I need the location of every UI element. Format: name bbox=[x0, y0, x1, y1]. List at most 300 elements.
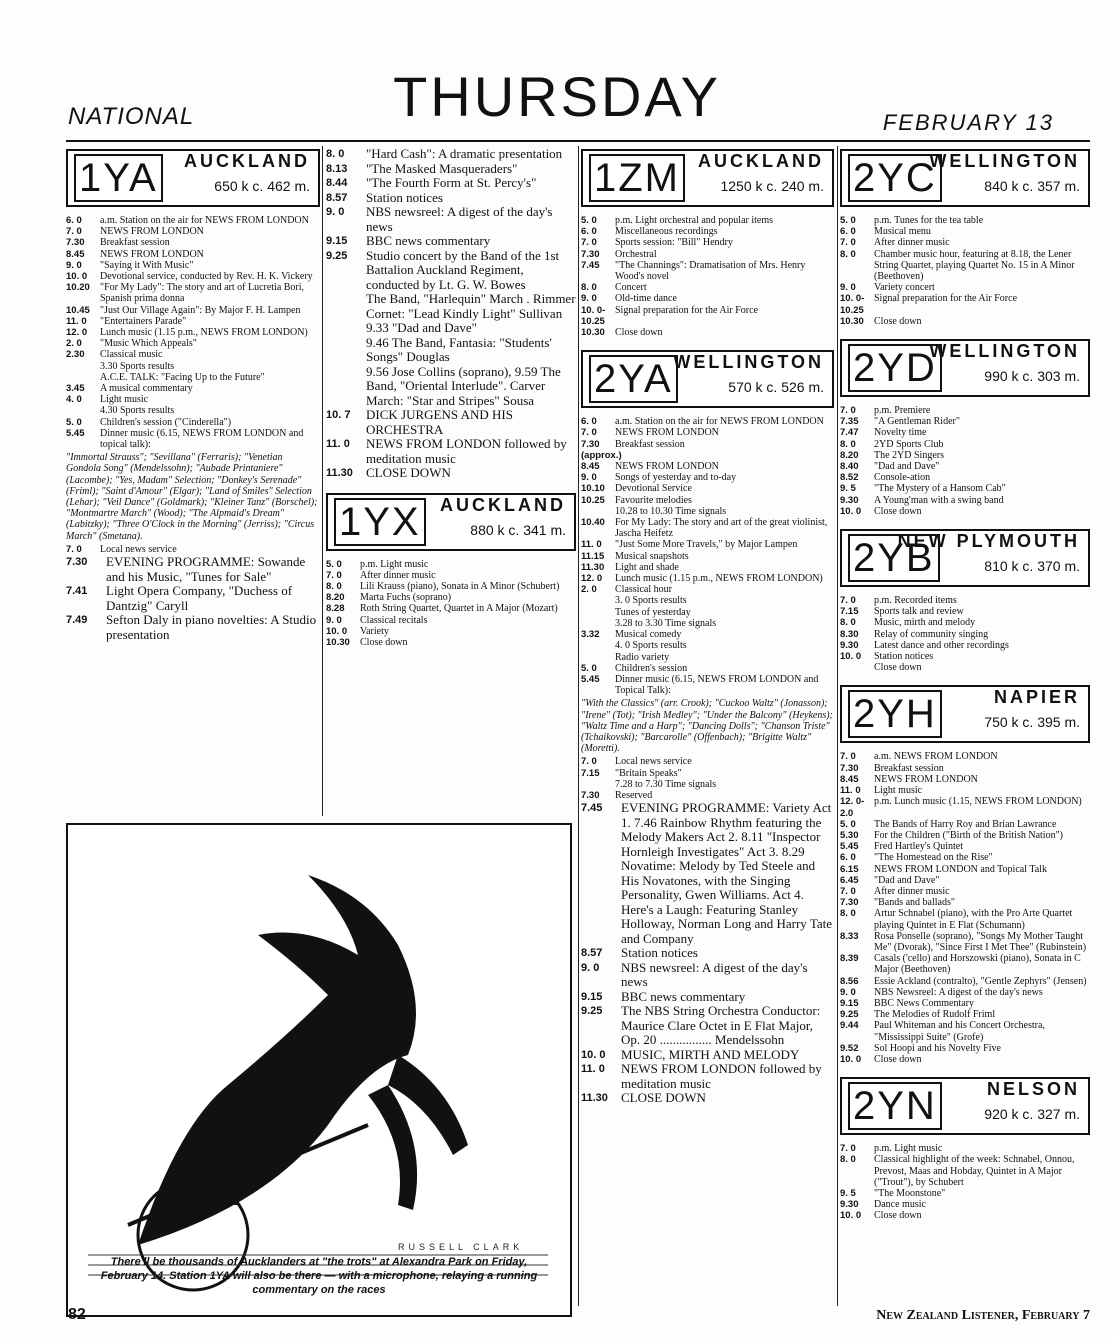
list-item bbox=[581, 461, 834, 472]
program-time: 7.35 bbox=[840, 416, 859, 428]
list-item bbox=[581, 607, 834, 618]
program-time: 8.33 bbox=[840, 930, 859, 942]
program-title: 4. 0 Sports results bbox=[615, 640, 687, 652]
program-title: After dinner music bbox=[874, 237, 950, 249]
divider bbox=[578, 146, 579, 1306]
program-time bbox=[326, 336, 366, 365]
divider bbox=[837, 146, 838, 1306]
program-time: 10. 0 bbox=[66, 271, 88, 283]
program-title: NEWS FROM LONDON bbox=[100, 248, 204, 260]
program-time: 10. 0 bbox=[840, 651, 862, 663]
program-title: Light music bbox=[874, 785, 923, 797]
program-title: After dinner music bbox=[874, 885, 950, 897]
list-item bbox=[581, 674, 834, 696]
program-time: 6. 0 bbox=[581, 416, 597, 428]
list-item bbox=[840, 852, 1090, 863]
list-item bbox=[840, 841, 1090, 852]
program-time: 9. 0 bbox=[326, 206, 345, 218]
program-time: 7. 0 bbox=[581, 756, 597, 768]
program-title: Light music bbox=[100, 394, 149, 406]
program-title: Chamber music hour, featuring at 8.18, the Lener String Quartet, playing Quartet No. 15 in A Minor (Beethoven) bbox=[874, 248, 1075, 283]
list-item bbox=[840, 864, 1090, 875]
program-time: 8. 0 bbox=[326, 148, 345, 160]
list-item bbox=[840, 819, 1090, 830]
station-banner-2yb bbox=[840, 529, 1090, 587]
station-banner-1yx bbox=[326, 493, 576, 551]
program-title: Radio variety bbox=[615, 651, 670, 663]
program-time: 9.30 bbox=[840, 1199, 859, 1211]
program-time: 7.30 bbox=[581, 248, 600, 260]
program-title: 9.33 "Dad and Dave" bbox=[366, 320, 477, 335]
program-list bbox=[66, 544, 320, 642]
program-title: Station notices bbox=[621, 945, 698, 961]
program-time: 10. 0 bbox=[326, 625, 348, 637]
program-time: 7. 0 bbox=[840, 751, 856, 763]
list-item bbox=[840, 1154, 1090, 1188]
program-title: 4.30 Sports results bbox=[100, 405, 175, 417]
station-frequency: 990 k c. 303 m. bbox=[984, 368, 1080, 385]
program-time: 8. 0 bbox=[326, 580, 342, 592]
list-item bbox=[581, 416, 834, 427]
program-title: NBS newsreel: A digest of the day's news bbox=[366, 204, 553, 234]
station-frequency: 750 k c. 395 m. bbox=[984, 714, 1080, 731]
program-title: Classical music bbox=[100, 349, 163, 361]
program-time: 11. 0 bbox=[581, 1063, 605, 1076]
program-time: 7. 0 bbox=[66, 226, 82, 238]
program-time: 8.20 bbox=[326, 592, 345, 604]
program-time: 7.30 bbox=[66, 556, 88, 569]
list-item bbox=[326, 592, 576, 603]
program-list bbox=[66, 215, 320, 450]
program-list bbox=[326, 559, 576, 649]
program-title: "The Moonstone" bbox=[874, 1187, 946, 1199]
program-title: p.m. Premiere bbox=[874, 405, 931, 417]
program-title: Close down bbox=[874, 505, 922, 517]
station-frequency: 880 k c. 341 m. bbox=[470, 521, 566, 538]
program-time: 7. 0 bbox=[326, 569, 342, 581]
program-time bbox=[581, 506, 615, 517]
program-title: Studio concert by the Band of the 1st Battalion Auckland Regiment, conducted by Lt. G. W. Bowes bbox=[366, 247, 560, 292]
program-title: a.m. Station on the air for NEWS FROM LONDON bbox=[100, 215, 309, 226]
list-item bbox=[840, 1020, 1090, 1042]
list-item bbox=[66, 327, 320, 338]
program-title: EVENING PROGRAMME: Sowande and his Music, "Tunes for Sale" bbox=[106, 554, 306, 584]
program-time bbox=[581, 640, 615, 651]
program-title: p.m. Light orchestral and popular items bbox=[615, 215, 774, 226]
list-item bbox=[840, 1143, 1090, 1154]
list-item bbox=[840, 629, 1090, 640]
program-time bbox=[840, 662, 874, 673]
program-time: 8. 0 bbox=[840, 248, 856, 260]
program-title: NBS Newsreel: A digest of the day's news bbox=[874, 986, 1043, 998]
program-time: 10.20 bbox=[66, 282, 90, 294]
program-title: CLOSE DOWN bbox=[621, 1090, 706, 1106]
list-item bbox=[326, 162, 576, 177]
program-title: Sefton Daly in piano novelties: A Studio presentation bbox=[106, 612, 317, 642]
list-item bbox=[581, 472, 834, 483]
program-time: 9. 0 bbox=[840, 986, 856, 998]
list-item bbox=[326, 559, 576, 570]
list-item bbox=[581, 801, 834, 946]
station-name: WELLINGTON bbox=[929, 151, 1080, 171]
program-time: 7. 0 bbox=[66, 543, 82, 555]
list-item bbox=[581, 640, 834, 651]
program-title: Breakfast session bbox=[874, 762, 944, 774]
program-time: 7.15 bbox=[840, 606, 859, 618]
program-title: Lunch music (1.15 p.m., NEWS FROM LONDON) bbox=[615, 573, 823, 585]
program-time: 12. 0-2.0 bbox=[840, 796, 865, 819]
list-item bbox=[326, 437, 576, 466]
program-title: Close down bbox=[874, 1053, 922, 1065]
program-title: Classical highlight of the week: Schnabel, Onnou, Prevost, Maas and Hobday, Quintet in A Major ("Trout"), by Schubert bbox=[874, 1154, 1075, 1188]
station-callsign: 2YA bbox=[589, 355, 678, 403]
list-item bbox=[840, 875, 1090, 886]
program-title: p.m. Recorded items bbox=[874, 595, 957, 607]
list-item bbox=[66, 237, 320, 248]
program-time: 6.45 bbox=[840, 874, 859, 886]
program-time: 8.45 bbox=[581, 461, 600, 473]
program-title: The Bands of Harry Roy and Brian Lawrance bbox=[874, 818, 1057, 830]
list-item bbox=[66, 282, 320, 304]
program-time: 9.30 bbox=[840, 494, 859, 506]
program-title: BBC news commentary bbox=[621, 988, 746, 1004]
list-item bbox=[581, 629, 834, 640]
program-title: Close down bbox=[360, 636, 408, 648]
program-title: Devotional service, conducted by Rev. H. K. Vickery bbox=[100, 271, 313, 283]
program-time: 12. 0 bbox=[66, 327, 88, 339]
list-item bbox=[840, 237, 1090, 248]
program-title: NEWS FROM LONDON bbox=[615, 427, 719, 439]
station-frequency: 1250 k c. 240 m. bbox=[720, 178, 824, 194]
program-title: Concert bbox=[615, 282, 647, 294]
program-title: Sports talk and review bbox=[874, 606, 964, 618]
illustration-caption: There'll be thousands of Aucklanders at "the trots" at Alexandra Park on Friday, February 14. Station 1YA will also be there — with a microphone, relaying a running commentary on the races bbox=[100, 1256, 538, 1296]
program-title: 2YD Sports Club bbox=[874, 438, 944, 450]
station-name: AUCKLAND bbox=[184, 151, 310, 171]
program-title: Lunch music (1.15 p.m., NEWS FROM LONDON) bbox=[100, 327, 308, 339]
program-title: NBS newsreel: A digest of the day's news bbox=[621, 959, 808, 990]
program-time: (approx.) bbox=[581, 449, 622, 461]
list-item bbox=[581, 1062, 834, 1091]
program-title: Relay of community singing bbox=[874, 628, 989, 640]
list-item bbox=[840, 651, 1090, 662]
program-time: 8. 0 bbox=[840, 617, 856, 629]
list-item bbox=[581, 618, 834, 629]
list-item bbox=[840, 662, 1090, 673]
list-item bbox=[840, 282, 1090, 293]
program-time: 9.25 bbox=[326, 249, 348, 262]
program-time: 8.45 bbox=[66, 248, 85, 260]
program-title: Breakfast session bbox=[100, 237, 170, 249]
list-item bbox=[581, 215, 834, 226]
program-time: 9. 0 bbox=[581, 961, 600, 974]
station-callsign: 2YH bbox=[848, 690, 942, 738]
program-time: 11.30 bbox=[326, 467, 353, 479]
list-item bbox=[581, 584, 834, 595]
program-title: BBC News Commentary bbox=[874, 997, 974, 1009]
program-time: 7.30 bbox=[840, 762, 859, 774]
program-time: 2. 0 bbox=[66, 338, 82, 350]
list-item bbox=[840, 796, 1090, 818]
program-title: The NBS String Orchestra Conductor: Maurice Clare Octet in E Flat Major, Op. 20 ................ Mendelssohn bbox=[621, 1003, 821, 1048]
program-time: 11. 0 bbox=[840, 785, 861, 797]
program-title: Essie Ackland (contralto), "Gentle Zephyrs" (Jensen) bbox=[874, 975, 1087, 987]
program-title: Station notices bbox=[874, 651, 934, 663]
program-title: "Just Some More Travels," by Major Lampen bbox=[615, 539, 798, 551]
list-item bbox=[581, 506, 834, 517]
list-item bbox=[581, 768, 834, 779]
program-title: Classical recitals bbox=[360, 614, 428, 626]
program-time: 7.15 bbox=[581, 767, 600, 779]
list-item bbox=[840, 640, 1090, 651]
program-time: 9. 5 bbox=[840, 483, 856, 495]
program-title: Devotional Service bbox=[615, 483, 692, 495]
program-time: 11.30 bbox=[581, 561, 605, 573]
list-item bbox=[581, 990, 834, 1005]
program-time: 8.45 bbox=[840, 773, 859, 785]
program-time: 8. 0 bbox=[581, 282, 597, 294]
program-time bbox=[326, 365, 366, 409]
list-item bbox=[840, 495, 1090, 506]
list-item bbox=[581, 327, 834, 338]
program-title: Light Opera Company, "Duchess of Dantzig" Caryll bbox=[106, 583, 293, 613]
program-title: Musical comedy bbox=[615, 629, 682, 641]
program-title: "Saying it With Music" bbox=[100, 259, 194, 271]
program-time: 10. 0-10.25 bbox=[581, 304, 606, 327]
program-title: p.m. Lunch music (1.15, NEWS FROM LONDON) bbox=[874, 796, 1082, 808]
list-item bbox=[66, 226, 320, 237]
program-title: Lili Krauss (piano), Sonata in A Minor (Schubert) bbox=[360, 580, 560, 592]
column-1 bbox=[66, 147, 320, 642]
station-banner-1ya bbox=[66, 149, 320, 207]
program-title: After dinner music bbox=[360, 569, 436, 581]
station-callsign: 1YX bbox=[334, 498, 426, 546]
list-item bbox=[840, 1188, 1090, 1199]
program-time: 6. 0 bbox=[840, 226, 856, 238]
program-title: EVENING PROGRAMME: Variety Act 1. 7.46 Rainbow Rhythm featuring the Melody Makers Act 2. 8.11 "Inspector Hornleigh Investigates" Act 3. 8.29 Novatime: Melody by Ted Steele and His Novatones, with the Singing Personality, Gwen Williams. Act 4. Here's a Laugh: Featuring Stanley Holloway, Norman Long and Harry Tate and Company bbox=[621, 800, 833, 946]
list-item bbox=[66, 305, 320, 316]
list-item bbox=[66, 349, 320, 360]
list-item bbox=[326, 466, 576, 481]
program-time: 7.41 bbox=[66, 585, 88, 598]
program-time: 9. 0 bbox=[581, 293, 597, 305]
program-title: MUSIC, MIRTH AND MELODY bbox=[621, 1046, 800, 1062]
program-time: 10.40 bbox=[581, 517, 605, 529]
program-title: p.m. Light music bbox=[360, 558, 429, 570]
program-time: 8.20 bbox=[840, 449, 859, 461]
publication-footer: New Zealand Listener, February 7 bbox=[876, 1308, 1090, 1323]
program-title: Close down bbox=[874, 662, 922, 674]
program-time: 8.52 bbox=[840, 472, 859, 484]
list-item bbox=[326, 234, 576, 249]
list-item bbox=[840, 215, 1090, 226]
program-time: 7. 0 bbox=[581, 427, 597, 439]
list-item bbox=[66, 316, 320, 327]
list-item bbox=[840, 886, 1090, 897]
station-name: NAPIER bbox=[993, 687, 1080, 708]
program-time: 9.15 bbox=[326, 235, 348, 247]
list-item bbox=[326, 321, 576, 336]
program-time: 3.45 bbox=[66, 383, 85, 395]
program-title: NEWS FROM LONDON bbox=[615, 461, 719, 473]
program-time bbox=[326, 292, 366, 321]
program-time: 8.57 bbox=[581, 947, 603, 960]
program-time: 10.30 bbox=[581, 327, 605, 339]
list-item bbox=[581, 305, 834, 327]
program-time: 10. 0 bbox=[840, 1053, 862, 1065]
list-item bbox=[840, 1043, 1090, 1054]
program-title: "Hard Cash": A dramatic presentation bbox=[366, 146, 563, 161]
list-item bbox=[840, 908, 1090, 930]
program-title: Local news service bbox=[100, 543, 177, 555]
horse-sulky-drawing bbox=[68, 825, 566, 1311]
list-item bbox=[581, 551, 834, 562]
list-item bbox=[840, 1210, 1090, 1221]
list-item bbox=[326, 336, 576, 365]
station-frequency: 810 k c. 370 m. bbox=[984, 558, 1080, 575]
program-title: Dance music bbox=[874, 1199, 926, 1211]
program-time: 7. 0 bbox=[840, 1143, 856, 1155]
program-time: 12. 0 bbox=[581, 573, 603, 585]
program-time: 9. 5 bbox=[840, 1187, 856, 1199]
station-banner-2yd bbox=[840, 339, 1090, 397]
program-title: Variety bbox=[360, 625, 389, 637]
program-title: Children's session ("Cinderella") bbox=[100, 416, 232, 428]
program-title: 9.56 Jose Collins (soprano), 9.59 The Band, "Oriental Interlude". Carver March: "Star and Stripes" Sousa bbox=[366, 363, 561, 408]
program-time: 4. 0 bbox=[66, 394, 82, 406]
list-item bbox=[840, 249, 1090, 283]
program-title: Signal preparation for the Air Force bbox=[874, 293, 1018, 305]
list-item bbox=[581, 427, 834, 438]
list-item bbox=[326, 570, 576, 581]
list-item bbox=[840, 606, 1090, 617]
list-item bbox=[326, 637, 576, 648]
list-item bbox=[581, 282, 834, 293]
program-time: 9.44 bbox=[840, 1020, 859, 1032]
program-time: 6. 0 bbox=[66, 215, 82, 226]
program-title: For My Lady: The story and art of the great violinist, Jascha Heifetz bbox=[615, 517, 828, 540]
list-item bbox=[326, 365, 576, 409]
list-item bbox=[581, 450, 834, 461]
program-time: 7. 0 bbox=[840, 885, 856, 897]
list-item bbox=[326, 615, 576, 626]
list-item bbox=[840, 472, 1090, 483]
program-title: The Band, "Harlequin" March . Rimmer Cornet: "Lead Kindly Light" Sullivan bbox=[366, 291, 576, 321]
program-time: 5. 0 bbox=[581, 662, 597, 674]
program-time: 8.13 bbox=[326, 162, 348, 175]
list-item bbox=[840, 987, 1090, 998]
program-time: 7.30 bbox=[840, 897, 859, 909]
page-title: THURSDAY bbox=[393, 65, 721, 128]
header-date: FEBRUARY 13 bbox=[882, 110, 1054, 135]
program-title: A Young'man with a swing band bbox=[874, 494, 1004, 506]
list-item bbox=[326, 581, 576, 592]
list-item bbox=[581, 946, 834, 961]
dinner-music-list: "Immortal Strauss"; "Sevillana" (Ferraris); "Venetian Gondola Song" (Mendelssohn); "Aubade Printaniere" (Lacombe); "Yes, Madam" Selection; "Donkey's Serenade" (Friml); "Saint d'Amour" (Elgar); "Land of Smiles" Selection (Lehar); "Veil Dance" (Goldmark); "Kleiner Tanz" (Borschel); "Montmartre March" (Wood); "The Alpmaid's Dream" (Labitzky); "Three O'Clock in the Morning" (Jerriss); "Circus March" (Smetana). bbox=[66, 452, 318, 542]
station-callsign: 2YD bbox=[848, 344, 942, 392]
program-time: 9. 0 bbox=[840, 282, 856, 294]
program-time: 5. 0 bbox=[581, 215, 597, 226]
program-time: 7.47 bbox=[840, 427, 859, 439]
program-time bbox=[581, 652, 615, 663]
list-item bbox=[581, 249, 834, 260]
program-time: 7.45 bbox=[581, 259, 600, 271]
list-item bbox=[840, 405, 1090, 416]
program-title: Roth String Quartet, Quartet in A Major (Mozart) bbox=[360, 603, 558, 615]
list-item bbox=[581, 961, 834, 990]
illustration-signature: RUSSELL CLARK bbox=[398, 1242, 524, 1252]
program-list bbox=[581, 756, 834, 1105]
program-time: 5.45 bbox=[66, 427, 85, 439]
program-list bbox=[840, 1143, 1090, 1221]
program-time: 9. 0 bbox=[581, 472, 597, 484]
station-frequency: 840 k c. 357 m. bbox=[984, 178, 1080, 194]
program-title: p.m. Tunes for the tea table bbox=[874, 215, 984, 226]
list-item bbox=[581, 1004, 834, 1048]
program-title: Artur Schnabel (piano), with the Pro Arte Quartet playing Quintet in E Flat (Schumann) bbox=[874, 908, 1073, 931]
program-time: 11. 0 bbox=[326, 438, 350, 450]
program-title: Old-time dance bbox=[615, 293, 677, 305]
program-time: 8.40 bbox=[840, 461, 859, 473]
list-item bbox=[66, 417, 320, 428]
station-callsign: 2YC bbox=[848, 154, 942, 202]
list-item bbox=[326, 626, 576, 637]
list-item bbox=[581, 495, 834, 506]
program-time: 5.45 bbox=[581, 673, 600, 685]
list-item bbox=[581, 779, 834, 790]
program-title: 9.46 The Band, Fantasia: "Students' Songs" Douglas bbox=[366, 334, 552, 364]
program-time: 6. 0 bbox=[581, 226, 597, 238]
program-title: A musical commentary bbox=[100, 383, 193, 395]
program-title: DICK JURGENS AND HIS ORCHESTRA bbox=[366, 407, 513, 437]
station-name: AUCKLAND bbox=[440, 494, 566, 515]
program-time: 10. 7 bbox=[326, 409, 351, 421]
list-item bbox=[840, 830, 1090, 841]
list-item bbox=[840, 785, 1090, 796]
program-title: The Melodies of Rudolf Friml bbox=[874, 1009, 996, 1021]
program-time bbox=[581, 779, 615, 790]
program-title: Sports session: "Bill" Hendry bbox=[615, 237, 733, 249]
list-item bbox=[581, 517, 834, 539]
program-title: "The Channings": Dramatisation of Mrs. Henry Wood's novel bbox=[615, 259, 806, 283]
program-time: 5.30 bbox=[840, 829, 859, 841]
program-title: Casals ('cello) and Horszowski (piano), Sonata in C Major (Beethoven) bbox=[874, 953, 1081, 976]
program-time: 9. 0 bbox=[66, 259, 82, 271]
program-title: "The Homestead on the Rise" bbox=[874, 852, 993, 864]
list-item bbox=[66, 428, 320, 450]
program-title: Novelty time bbox=[874, 427, 927, 439]
program-title: a.m. NEWS FROM LONDON bbox=[874, 751, 998, 763]
program-title: "Britain Speaks" bbox=[615, 767, 682, 779]
program-title: 10.28 to 10.30 Time signals bbox=[615, 505, 727, 517]
program-title: Close down bbox=[874, 315, 922, 327]
list-item bbox=[840, 450, 1090, 461]
list-item bbox=[581, 652, 834, 663]
program-time: 11. 0 bbox=[581, 539, 602, 551]
column-4 bbox=[840, 147, 1090, 1222]
list-item bbox=[66, 249, 320, 260]
program-title: Favourite melodies bbox=[615, 494, 692, 506]
list-item bbox=[581, 1048, 834, 1063]
list-item bbox=[66, 383, 320, 394]
program-title: Marta Fuchs (soprano) bbox=[360, 592, 452, 604]
station-frequency: 650 k c. 462 m. bbox=[214, 178, 310, 194]
program-title: 3.30 Sports results bbox=[100, 360, 175, 372]
list-item bbox=[840, 998, 1090, 1009]
program-title: Paul Whiteman and his Concert Orchestra, "Mississippi Suite" (Grofe) bbox=[874, 1020, 1045, 1043]
program-title: a.m. Station on the air for NEWS FROM LONDON bbox=[615, 416, 824, 428]
list-item bbox=[326, 205, 576, 234]
